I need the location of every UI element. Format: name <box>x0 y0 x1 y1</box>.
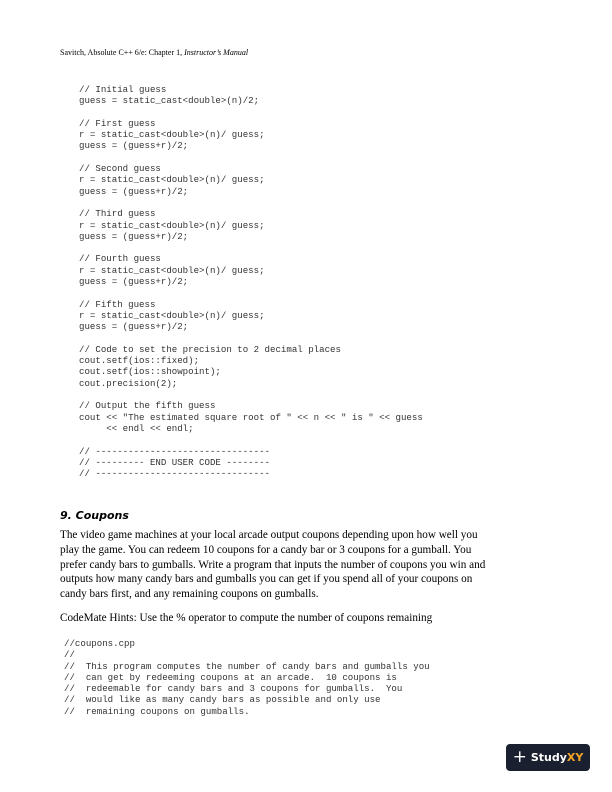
header-title: Instructor’s Manual <box>184 48 249 57</box>
paragraph-line: outputs how many candy bars and gumballs you can get if you spend all of your coupons on <box>60 573 473 586</box>
code-line: // Fifth guess <box>79 298 156 310</box>
section-heading: 9. Coupons <box>60 509 129 522</box>
badge-label <box>531 751 584 764</box>
code-line: // Fourth guess <box>79 253 161 265</box>
code-line: cout.precision(2); <box>79 377 178 389</box>
code-line: guess = (guess+r)/2; <box>79 321 189 333</box>
code-line: guess = (guess+r)/2; <box>79 185 189 197</box>
code-line: // --------- END USER CODE -------- <box>79 456 270 468</box>
code-line <box>79 197 423 208</box>
code-line: r = static_cast<double>(n)/ guess; <box>79 219 265 231</box>
code-line <box>79 333 423 344</box>
paragraph-line: play the game. You can redeem 10 coupons for a candy bar or 3 coupons for a gumball. You <box>60 543 472 556</box>
code-line: // Second guess <box>79 163 161 175</box>
codemate-hint: CodeMate Hints: Use the % operator to compute the number of coupons remaining <box>60 612 433 624</box>
code-line: r = static_cast<double>(n)/ guess; <box>79 309 265 321</box>
code-line: cout.setf(ios::showpoint); <box>79 366 221 378</box>
code-block-bottom <box>64 638 430 717</box>
code-line: r = static_cast<double>(n)/ guess; <box>79 129 265 141</box>
code-line: //coupons.cpp <box>64 638 135 649</box>
code-line: guess = static_cast<double>(n)/2; <box>79 95 260 107</box>
code-line <box>79 107 423 118</box>
code-line: r = static_cast<double>(n)/ guess; <box>79 264 265 276</box>
code-line <box>79 242 423 253</box>
paragraph-line: prefer candy bars to gumballs. Write a program that inputs the number of coupons you win and <box>60 558 486 571</box>
code-line: // <box>64 649 75 661</box>
code-line: guess = (guess+r)/2; <box>79 276 189 288</box>
code-line: cout.setf(ios::fixed); <box>79 355 200 367</box>
code-line <box>79 434 423 445</box>
code-line: // can get by redeeming coupons at an arcade. 10 coupons is <box>64 671 397 683</box>
code-block-top <box>79 84 423 479</box>
section-paragraph <box>60 528 554 602</box>
code-line: // -------------------------------- <box>79 468 270 480</box>
code-line <box>79 287 423 298</box>
code-line: cout << "The estimated square root of " << n << " is " << guess <box>79 411 423 423</box>
header-prefix: Savitch, Absolute C++ 6/e: Chapter 1, <box>60 48 185 57</box>
paragraph-line: The video game machines at your local arcade output coupons depending upon how well you <box>60 529 478 541</box>
code-line <box>79 389 423 400</box>
code-line: // Initial guess <box>79 84 167 95</box>
page-header <box>60 48 248 57</box>
code-line: << endl << endl; <box>79 422 194 434</box>
code-line: // would like as many candy bars as possible and only use <box>64 694 381 706</box>
code-line <box>79 152 423 163</box>
code-line: guess = (guess+r)/2; <box>79 140 189 152</box>
code-line: // Code to set the precision to 2 decimal places <box>79 343 341 355</box>
code-line: // Third guess <box>79 208 156 220</box>
code-line: // -------------------------------- <box>79 445 270 457</box>
code-line: // redeemable for candy bars and 3 coupons for gumballs. You <box>64 683 403 695</box>
studyxy-badge[interactable] <box>506 744 590 771</box>
paragraph-line: candy bars first, and any remaining coupons on gumballs. <box>60 588 319 601</box>
code-line: // This program computes the number of candy bars and gumballs you <box>64 660 430 672</box>
code-line: // Output the fifth guess <box>79 400 216 412</box>
code-line: // First guess <box>79 117 156 129</box>
code-line: guess = (guess+r)/2; <box>79 230 189 242</box>
code-line: // remaining coupons on gumballs. <box>64 705 250 717</box>
plus-icon: + <box>512 747 527 767</box>
badge-text-accent: XY <box>566 751 584 764</box>
code-line: r = static_cast<double>(n)/ guess; <box>79 174 265 186</box>
badge-text-main: Study <box>530 751 567 764</box>
